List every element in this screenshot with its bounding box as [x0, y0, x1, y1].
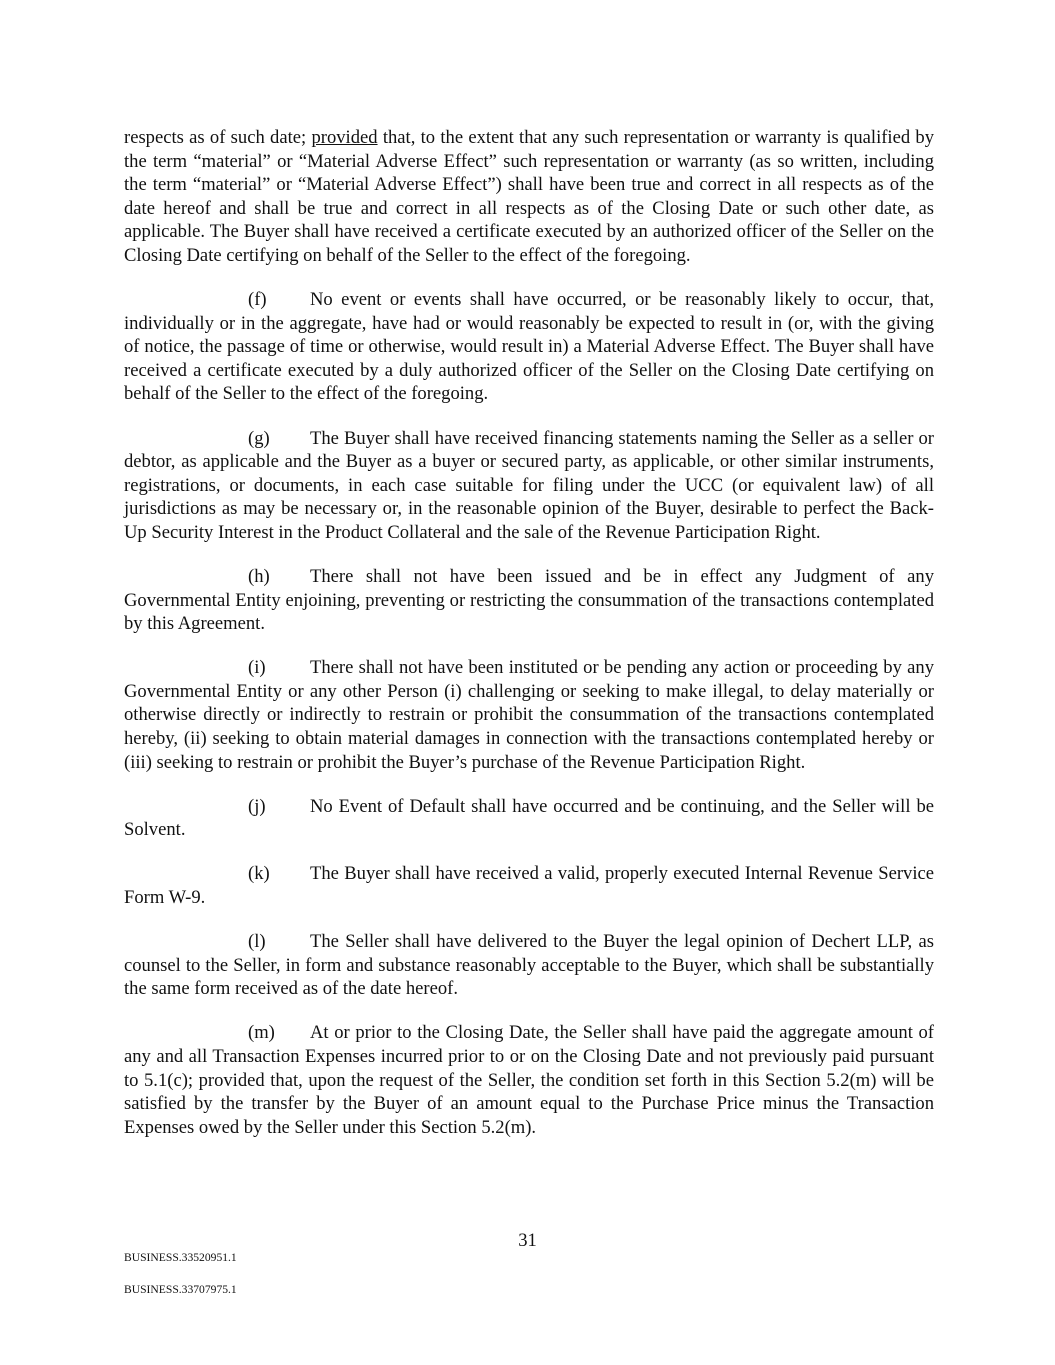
paragraph-text: No Event of Default shall have occurred and be continuing, and the Seller will be Solvent. [124, 795, 934, 841]
paragraph-label: (m) [248, 1022, 275, 1044]
paragraph-g [124, 427, 934, 545]
document-id-footer: BUSINESS.33707975.1 [124, 1283, 237, 1296]
paragraph-text: At or prior to the Closing Date, the Seller shall have paid the aggregate amount of any and all Transaction Expenses incurred prior to or on the Closing Date and not previously paid pursuant to 5.1(c); provided that, upon the request of the Seller, the condition set forth in this Section 5.2(m) will be satisfied by the transfer by the Buyer of an amount equal to the Purchase Price minus the Transaction Expenses owed by the Seller under this Section 5.2(m). [124, 1022, 934, 1138]
paragraph-text: The Buyer shall have received a valid, properly executed Internal Revenue Service Form W-9. [124, 863, 934, 909]
paragraph-e-text-before: respects as of such date; [124, 127, 312, 148]
paragraph-label: (h) [248, 566, 270, 587]
paragraph-j [124, 795, 934, 842]
paragraph-f [124, 288, 934, 406]
paragraph-text: There shall not have been issued and be in effect any Judgment of any Governmental Entity enjoining, preventing or restricting the consummation of the transactions contemplated by this Agreement. [124, 566, 934, 635]
paragraph-k [124, 862, 934, 909]
paragraph-label: (g) [248, 427, 270, 449]
paragraph-h [124, 565, 934, 636]
paragraph-label: (f) [248, 289, 267, 311]
document-id-footer: BUSINESS.33520951.1 [124, 1251, 237, 1264]
paragraph-m [124, 1021, 934, 1139]
paragraph-i [124, 656, 934, 774]
paragraph-e-text-after: that, to the extent that any such representation or warranty is qualified by the term “material” or “Material Adverse Effect” such representation or warranty (as so written, including the term “material” or “Material Adverse Effect”) shall have been true and correct in all respects as of the date hereof and shall be true and correct in all respects as of the Closing Date or such other date, as applicable. The Buyer shall have received a certificate executed by an authorized officer of the Seller on the Closing Date certifying on behalf of the Seller to the effect of the foregoing. [124, 127, 935, 266]
paragraph-text: The Seller shall have delivered to the Buyer the legal opinion of Dechert LLP, as counsel to the Seller, in form and substance reasonably acceptable to the Buyer, which shall be substantially the same form received as of the date hereof. [124, 931, 934, 1000]
paragraph-text: There shall not have been instituted or be pending any action or proceeding by any Governmental Entity or any other Person (i) challenging or seeking to make illegal, to delay materially or otherwise directly or indirectly to restrain or prohibit the consummation of the transactions contemplated hereby, (ii) seeking to obtain material damages in connection with the transactions contemplated hereby or (iii) seeking to restrain or prohibit the Buyer’s purchase of the Revenue Participation Right. [124, 657, 934, 773]
paragraph-label: (k) [248, 863, 270, 885]
provided-underlined-term: provided [311, 127, 378, 148]
paragraph-label: (i) [248, 657, 266, 679]
paragraph-e-continuation [124, 126, 934, 268]
paragraph-label: (j) [248, 795, 266, 817]
paragraph-text: No event or events shall have occurred, or be reasonably likely to occur, that, individually or in the aggregate, have had or would reasonably be expected to result in (or, with the giving of notice, the passage of time or otherwise, would result in) a Material Adverse Effect. The Buyer shall have received a certificate executed by a duly authorized officer of the Seller on the Closing Date certifying on behalf of the Seller to the effect of the foregoing. [124, 289, 934, 405]
document-body [124, 126, 934, 1160]
page-number: 31 [518, 1230, 537, 1251]
paragraph-text: The Buyer shall have received financing statements naming the Seller as a seller or debtor, as applicable and the Buyer as a buyer or secured party, as applicable, or other similar instruments, registrations, or documents, in each case suitable for filing under the UCC (or equivalent law) of all jurisdictions as may be necessary or, in the reasonable opinion of the Buyer, desirable to perfect the Back-Up Security Interest in the Product Collateral and the sale of the Revenue Participation Right. [124, 427, 934, 543]
paragraph-l [124, 930, 934, 1001]
paragraph-label: (l) [248, 931, 266, 953]
